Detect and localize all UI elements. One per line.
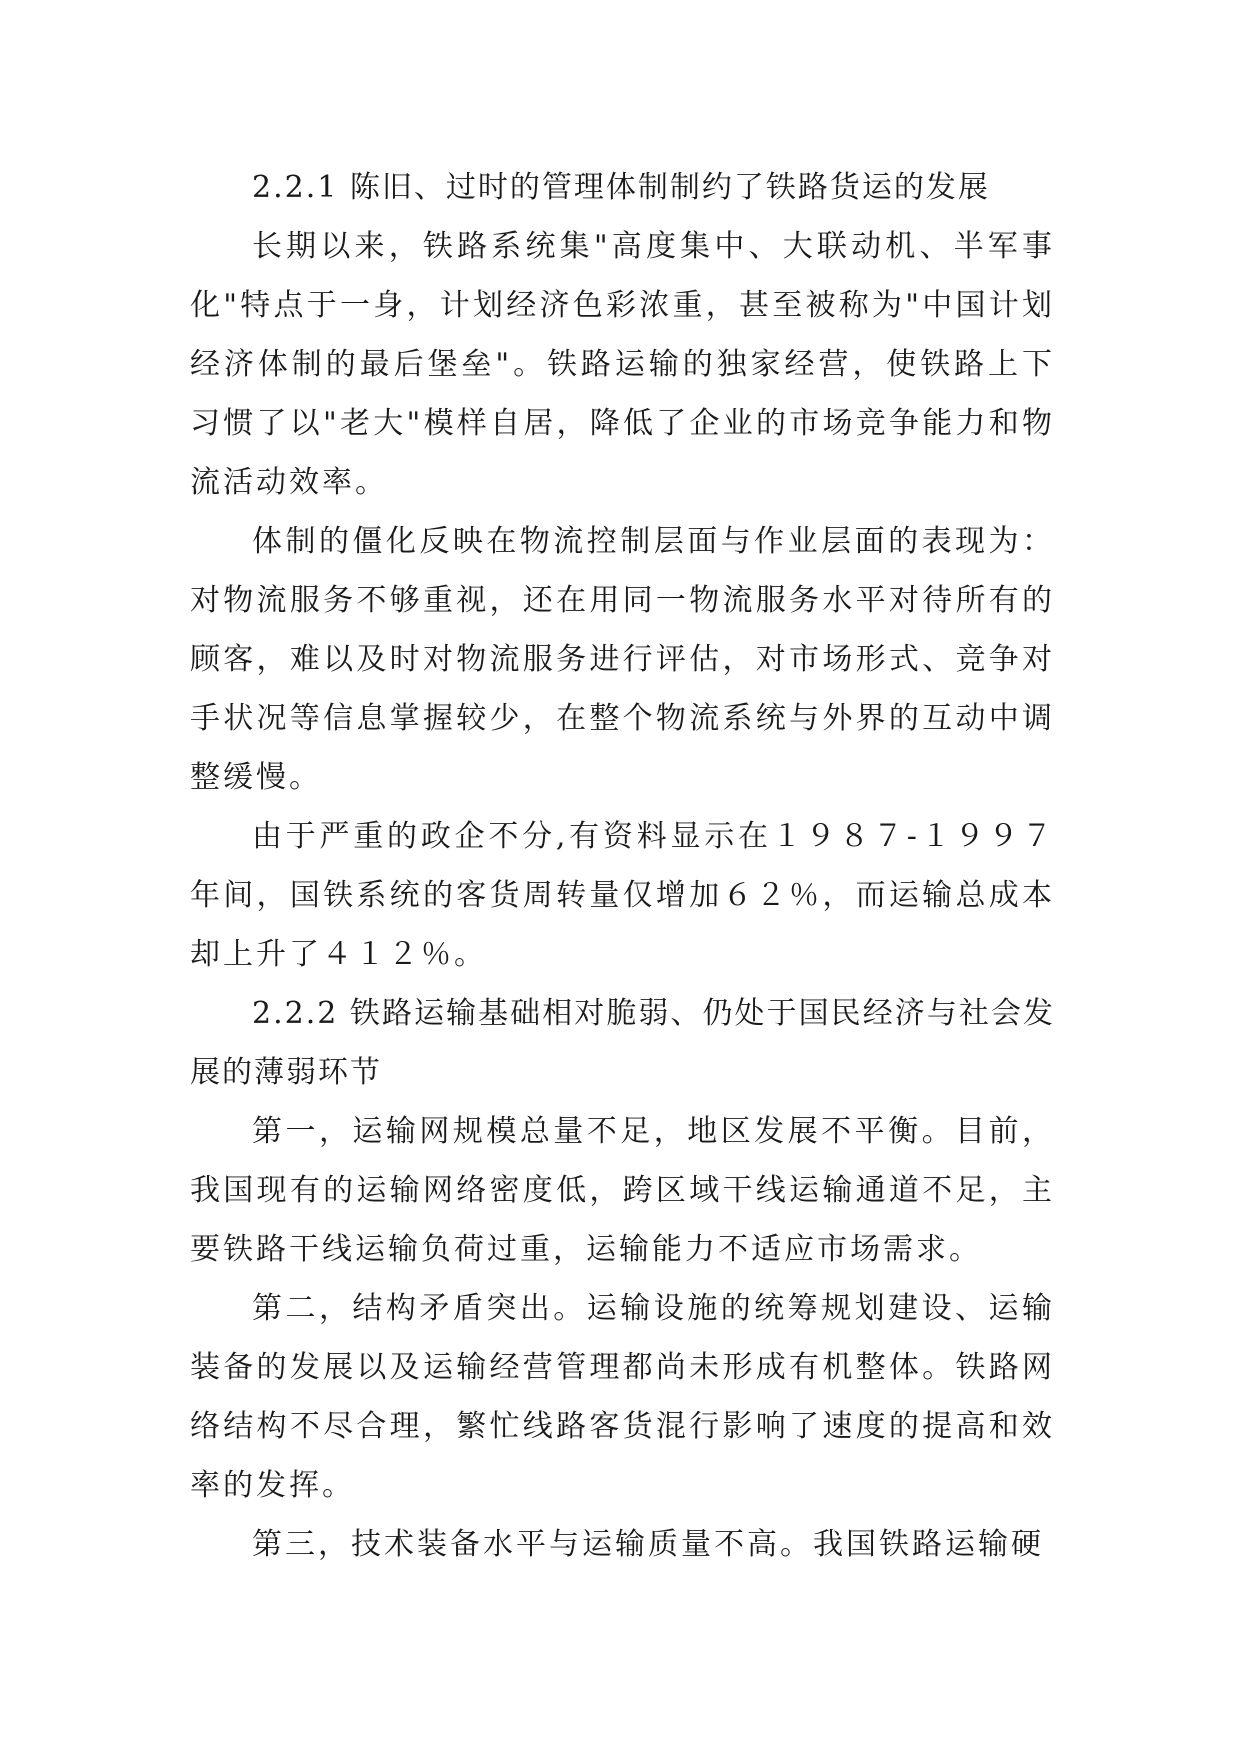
section-heading-2-2-1: 2.2.1 陈旧、过时的管理体制制约了铁路货运的发展 [252, 170, 990, 205]
body-paragraph: 长期以来，铁路系统集"高度集中、大联动机、半军事化"特点于一身，计划经济色彩浓重，甚至被称为"中国计划经济体制的最后堡垒"。铁路运输的独家经营，使铁路上下习惯了以"老大"模样自居，降低了企业的市场竞争能力和物流活动效率。 [190, 229, 1055, 500]
body-paragraph: 体制的僵化反映在物流控制层面与作业层面的表现为：对物流服务不够重视，还在用同一物流服务水平对待所有的顾客，难以及时对物流服务进行评估，对市场形式、竞争对手状况等信息掌握较少，在整个物流系统与外界的互动中调整缓慢。 [190, 524, 1055, 795]
body-paragraph: 第三，技术装备水平与运输质量不高。我国铁路运输硬 [252, 1527, 1044, 1562]
body-paragraph: 由于严重的政企不分,有资料显示在１９８７-１９９７年间，国铁系统的客货周转量仅增加６２％，而运输总成本却上升了４１２％。 [190, 819, 1055, 972]
section-heading-2-2-2: 2.2.2 铁路运输基础相对脆弱、仍处于国民经济与社会发展的薄弱环节 [190, 996, 1055, 1090]
document-body [190, 158, 1055, 1574]
body-paragraph: 第一，运输网规模总量不足，地区发展不平衡。目前，我国现有的运输网络密度低，跨区域干线运输通道不足，主要铁路干线运输负荷过重，运输能力不适应市场需求。 [190, 1114, 1055, 1267]
body-paragraph: 第二，结构矛盾突出。运输设施的统筹规划建设、运输装备的发展以及运输经营管理都尚未形成有机整体。铁路网络结构不尽合理，繁忙线路客货混行影响了速度的提高和效率的发挥。 [190, 1291, 1055, 1503]
